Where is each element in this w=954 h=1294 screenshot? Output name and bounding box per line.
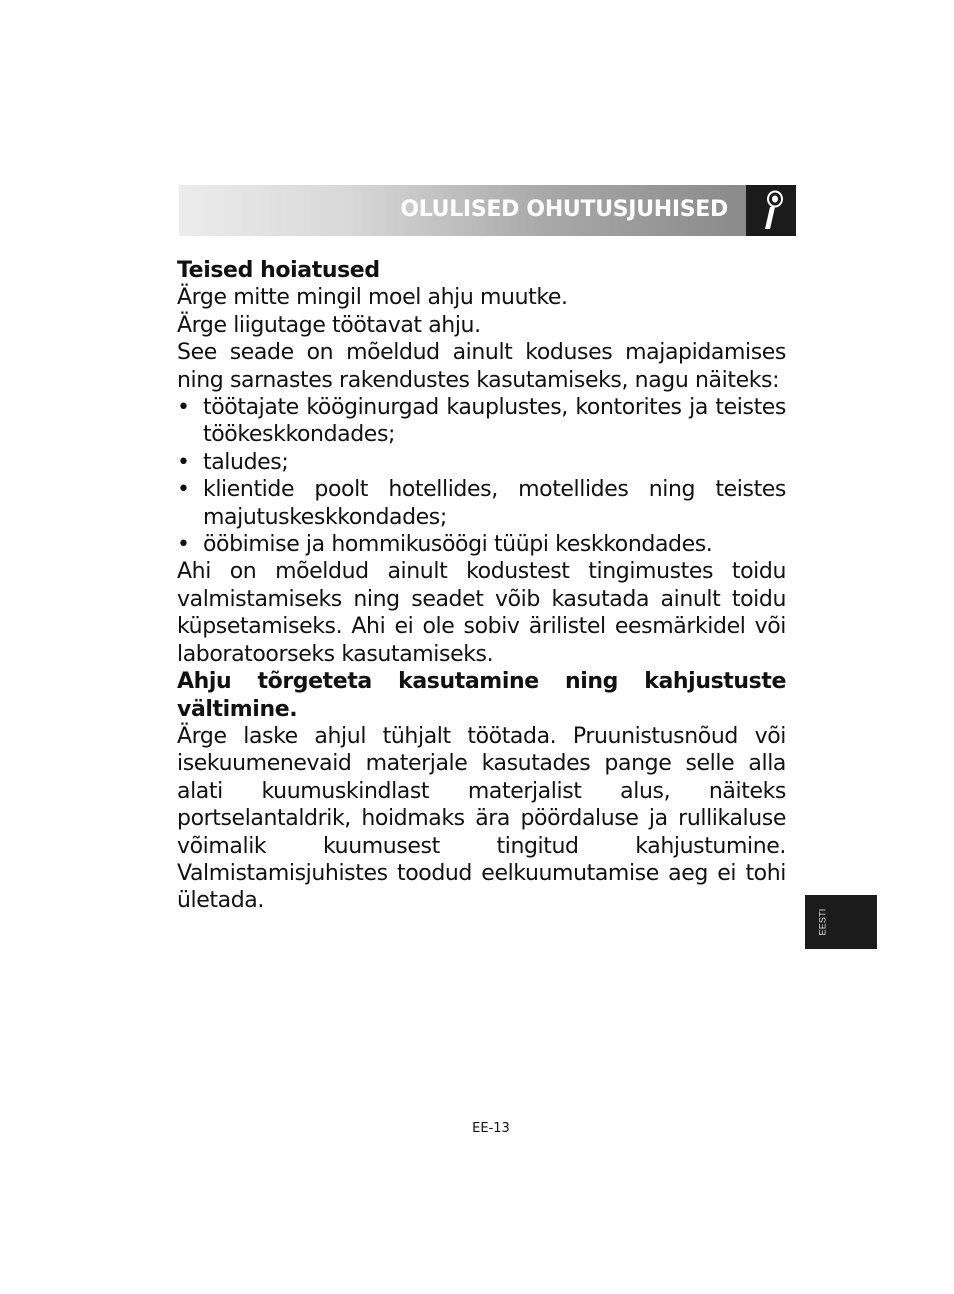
- list-item: • taludes;: [177, 449, 289, 475]
- list-item: • ööbimise ja hommikusöögi tüüpi keskkondades.: [177, 532, 713, 558]
- section-header-bar: [179, 185, 746, 236]
- paragraph: Ahi on mõeldud ainult kodustest tingimustes toidu valmistamiseks ning seadet võib kasutada ainult toidu küpsetamiseks. Ahi ei ole sobiv ärilistel eesmärkidel või laboratoorseks kasutamiseks.: [177, 559, 786, 667]
- bullet-icon: •: [177, 532, 190, 558]
- info-i-icon: [758, 190, 784, 232]
- language-tab: [805, 895, 877, 949]
- main-content: [177, 257, 786, 915]
- bullet-icon: •: [177, 449, 190, 475]
- paragraph: Ärge liigutage töötavat ahju.: [177, 312, 481, 338]
- other-warnings-heading: Teised hoiatused: [177, 258, 380, 283]
- bullet-icon: •: [177, 477, 190, 503]
- bullet-icon: •: [177, 395, 190, 421]
- language-label: EESTI: [817, 908, 828, 936]
- damage-prevention-heading: Ahju tõrgeteta kasutamine ning kahjustuste vältimine.: [177, 669, 786, 722]
- list-item: • töötajate kööginurgad kauplustes, kontorites ja teistes töökeskkondades;: [177, 395, 786, 448]
- paragraph: Ärge laske ahjul tühjalt töötada. Pruunistusnõud või isekuumenevaid materjale kasutades pange selle alla alati kuumuskindlast materjalist alus, näiteks portselantaldrik, hoidmaks ära pöördaluse ja rullikaluse võimalik kuumusest tingitud kahjustumine. Valmistamisjuhistes toodud eelkuumutamise aeg ei tohi ületada.: [177, 723, 786, 914]
- page-number: EE-13: [472, 1121, 510, 1136]
- section-title: OLULISED OHUTUSJUHISED: [400, 197, 728, 222]
- usage-list: [177, 394, 786, 558]
- paragraph: Ärge mitte mingil moel ahju muutke.: [177, 285, 568, 311]
- info-icon-box: [746, 185, 796, 236]
- list-item: • klientide poolt hotellides, motellides ning teistes majutuskeskkondades;: [177, 477, 786, 530]
- paragraph: See seade on mõeldud ainult koduses majapidamises ning sarnastes rakendustes kasutamiseks, nagu näiteks:: [177, 340, 786, 393]
